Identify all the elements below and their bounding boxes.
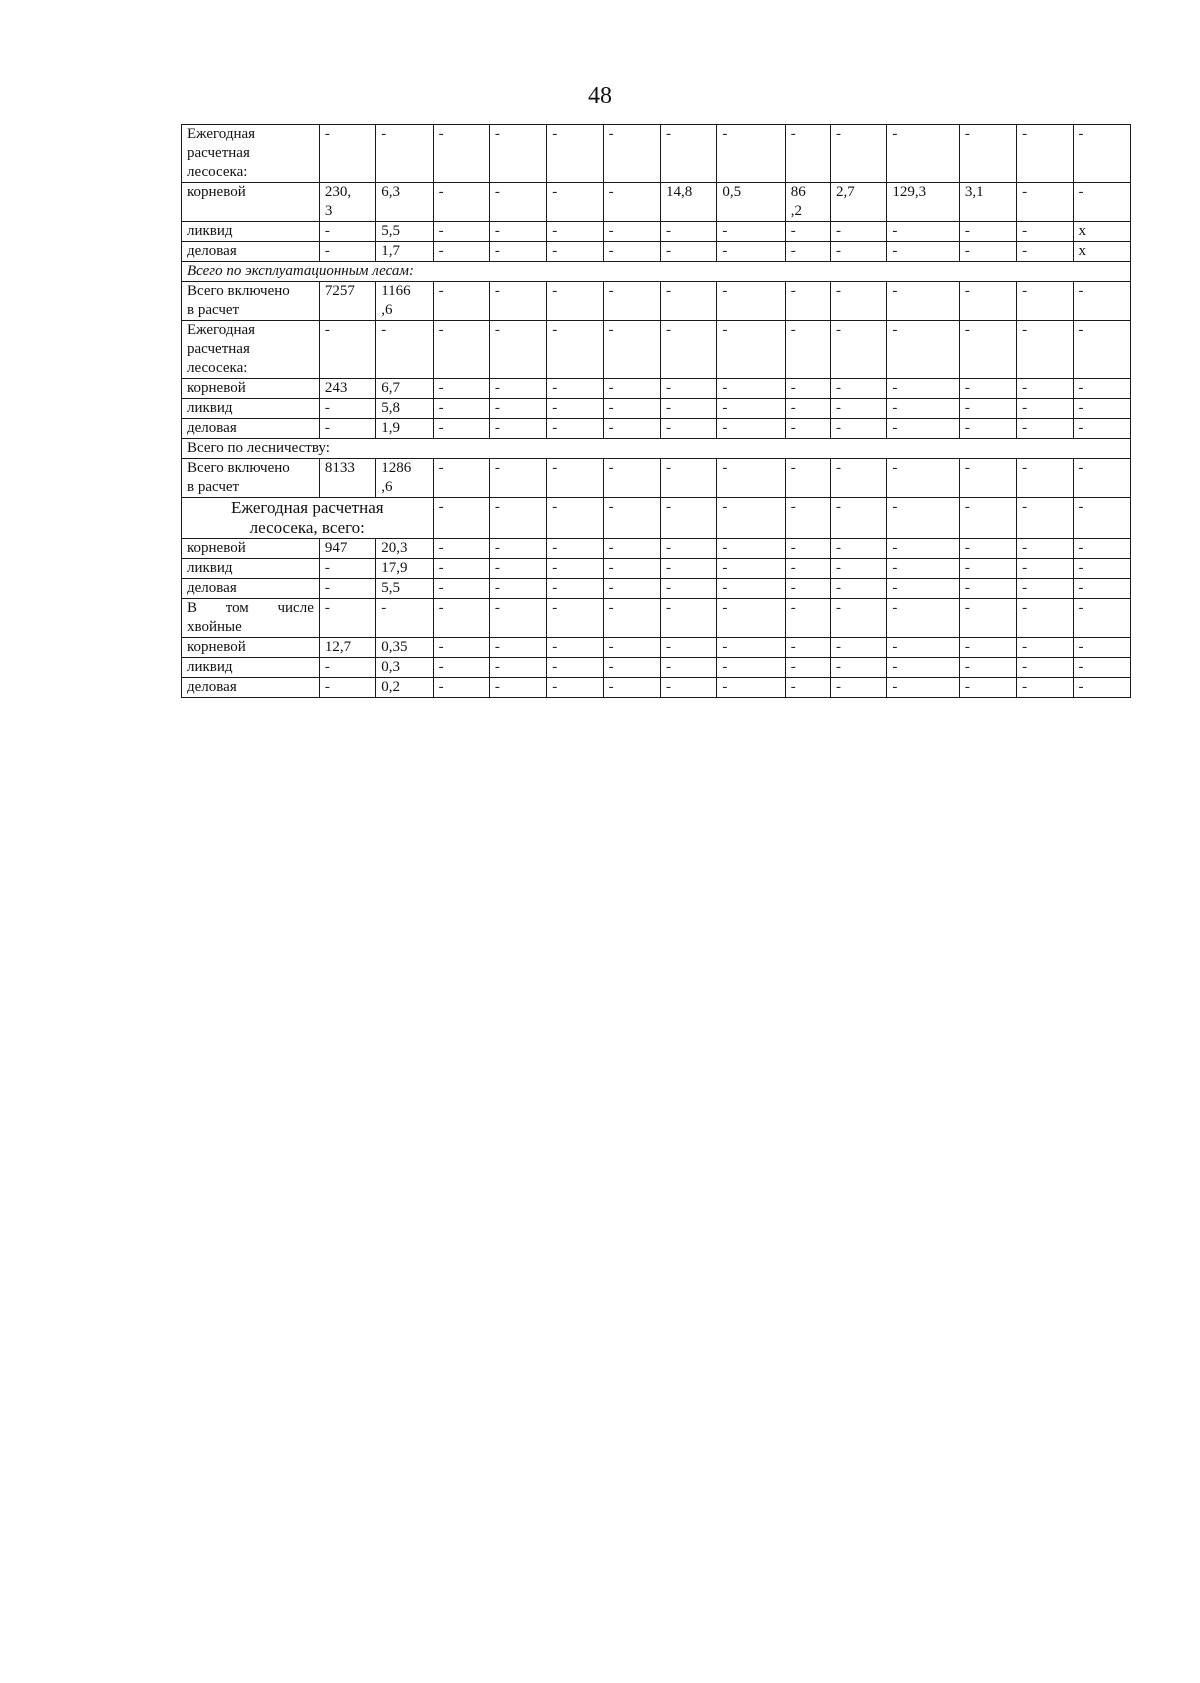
table-cell: 3,1 — [959, 183, 1016, 222]
table-cell: - — [547, 539, 603, 559]
table-cell: - — [433, 658, 489, 678]
page-number: 48 — [588, 83, 612, 109]
table-cell: - — [433, 419, 489, 439]
table-cell: 1,7 — [376, 242, 433, 262]
table-cell: - — [433, 222, 489, 242]
table-cell: 243 — [319, 379, 375, 399]
table-row — [182, 658, 1131, 678]
table-cell: - — [547, 379, 603, 399]
table-cell: - — [1073, 559, 1130, 579]
table-cell: - — [785, 419, 830, 439]
table-cell: - — [489, 242, 546, 262]
table-cell: - — [959, 559, 1016, 579]
table-cell: - — [603, 379, 660, 399]
table-cell: - — [887, 321, 959, 379]
table-cell: - — [433, 539, 489, 559]
table-cell: - — [959, 282, 1016, 321]
row-label: деловая — [182, 242, 320, 262]
table-cell: - — [1017, 379, 1073, 399]
table-cell: - — [489, 183, 546, 222]
table-row — [182, 399, 1131, 419]
row-label: ликвид — [182, 559, 320, 579]
section-row — [182, 439, 1131, 459]
table-cell: - — [785, 399, 830, 419]
table-cell: - — [660, 222, 716, 242]
table-cell: - — [785, 125, 830, 183]
table-cell: - — [489, 658, 546, 678]
table-cell: - — [489, 498, 546, 539]
table-row — [182, 539, 1131, 559]
table-cell: - — [1017, 579, 1073, 599]
merged-row-label: Ежегодная расчетная лесосека, всего: — [182, 498, 434, 539]
table-cell: - — [603, 498, 660, 539]
table-cell: - — [831, 658, 887, 678]
table-cell: - — [785, 321, 830, 379]
table-cell: - — [433, 125, 489, 183]
table-cell: - — [959, 498, 1016, 539]
table-cell: - — [489, 282, 546, 321]
table-cell: - — [887, 678, 959, 698]
table-cell: 86 ,2 — [785, 183, 830, 222]
table-cell: - — [660, 599, 716, 638]
table-cell: х — [1073, 222, 1130, 242]
table-cell: - — [959, 125, 1016, 183]
table-cell: - — [547, 183, 603, 222]
table-cell: - — [660, 539, 716, 559]
table-cell: - — [660, 638, 716, 658]
table-cell: - — [603, 321, 660, 379]
row-label: ликвид — [182, 222, 320, 242]
table-cell: - — [785, 498, 830, 539]
table-cell: - — [1073, 498, 1130, 539]
table-cell: - — [717, 539, 785, 559]
table-cell: - — [319, 559, 375, 579]
table-cell: - — [887, 459, 959, 498]
table-cell: - — [717, 242, 785, 262]
table-cell: - — [433, 379, 489, 399]
table-cell: - — [959, 658, 1016, 678]
row-label: корневой — [182, 183, 320, 222]
table-cell: - — [785, 579, 830, 599]
row-label: ликвид — [182, 658, 320, 678]
table-cell: - — [785, 559, 830, 579]
table-cell: - — [547, 282, 603, 321]
table-cell: - — [433, 399, 489, 419]
table-cell: - — [603, 125, 660, 183]
table-cell: - — [489, 559, 546, 579]
table-cell: - — [1073, 321, 1130, 379]
table-row — [182, 678, 1131, 698]
row-label: ликвид — [182, 399, 320, 419]
table-cell: 1286 ,6 — [376, 459, 433, 498]
table-cell: - — [1017, 459, 1073, 498]
table-cell: - — [1073, 183, 1130, 222]
table-cell: - — [547, 399, 603, 419]
table-row — [182, 242, 1131, 262]
table-cell: - — [1017, 242, 1073, 262]
table-cell: - — [603, 638, 660, 658]
table-cell: - — [489, 399, 546, 419]
table-cell: - — [717, 638, 785, 658]
table-cell: - — [959, 459, 1016, 498]
table-cell: - — [433, 282, 489, 321]
table-cell: 5,5 — [376, 222, 433, 242]
table-cell: - — [433, 183, 489, 222]
table-cell: - — [959, 599, 1016, 638]
table-cell: - — [717, 321, 785, 379]
row-label: Ежегодная расчетная лесосека: — [182, 321, 320, 379]
table-cell: - — [785, 678, 830, 698]
table-cell: - — [433, 579, 489, 599]
table-cell: - — [887, 498, 959, 539]
table-cell: 12,7 — [319, 638, 375, 658]
table-cell: - — [831, 678, 887, 698]
table-cell: - — [831, 599, 887, 638]
table-cell: - — [831, 379, 887, 399]
row-label: деловая — [182, 419, 320, 439]
table-cell: - — [603, 399, 660, 419]
row-label: корневой — [182, 638, 320, 658]
table-cell: - — [887, 399, 959, 419]
table-cell: - — [660, 125, 716, 183]
table-row — [182, 183, 1131, 222]
table-cell: - — [831, 321, 887, 379]
table-row — [182, 222, 1131, 242]
table-cell: - — [603, 282, 660, 321]
table-cell: - — [785, 282, 830, 321]
table-row — [182, 125, 1131, 183]
table-cell: - — [1073, 539, 1130, 559]
table-cell: - — [660, 559, 716, 579]
table-cell: - — [547, 559, 603, 579]
table-cell: - — [489, 678, 546, 698]
table-cell: - — [887, 658, 959, 678]
table-cell: - — [785, 459, 830, 498]
table-cell: - — [717, 658, 785, 678]
allowable-cut-table — [181, 124, 1131, 698]
table-cell: - — [1017, 321, 1073, 379]
table-cell: - — [547, 658, 603, 678]
table-cell: 5,5 — [376, 579, 433, 599]
table-cell: - — [489, 419, 546, 439]
table-cell: - — [831, 638, 887, 658]
table-cell: - — [433, 638, 489, 658]
table-row — [182, 419, 1131, 439]
table-cell: - — [959, 222, 1016, 242]
table-cell: - — [1073, 419, 1130, 439]
section-title: Всего по эксплуатационным лесам: — [182, 262, 1131, 282]
table-cell: - — [660, 678, 716, 698]
table-cell: - — [1017, 282, 1073, 321]
table-cell: - — [489, 125, 546, 183]
table-cell: - — [717, 498, 785, 539]
table-cell: - — [717, 379, 785, 399]
table-cell: - — [717, 419, 785, 439]
table-row — [182, 459, 1131, 498]
table-cell: - — [1017, 399, 1073, 419]
table-cell: - — [887, 638, 959, 658]
table-cell: - — [831, 282, 887, 321]
table-cell: - — [603, 678, 660, 698]
table-cell: 0,3 — [376, 658, 433, 678]
table-row — [182, 379, 1131, 399]
table-cell: - — [887, 125, 959, 183]
table-cell: - — [1073, 125, 1130, 183]
table-cell: 0,5 — [717, 183, 785, 222]
table-row — [182, 559, 1131, 579]
table-cell: - — [603, 183, 660, 222]
table-cell: - — [660, 399, 716, 419]
table-cell: - — [319, 125, 375, 183]
table-cell: - — [785, 658, 830, 678]
table-cell: - — [603, 658, 660, 678]
table-cell: - — [1017, 419, 1073, 439]
table-cell: - — [433, 242, 489, 262]
row-label: Всего включено в расчет — [182, 459, 320, 498]
table-cell: - — [831, 559, 887, 579]
table-cell: - — [433, 678, 489, 698]
table-cell: 17,9 — [376, 559, 433, 579]
table-cell: - — [660, 498, 716, 539]
table-cell: - — [831, 399, 887, 419]
table-cell: - — [1017, 539, 1073, 559]
table-cell: - — [660, 579, 716, 599]
table-cell: - — [489, 638, 546, 658]
table-cell: - — [489, 539, 546, 559]
table-cell: - — [831, 419, 887, 439]
row-label: корневой — [182, 539, 320, 559]
table-cell: - — [887, 222, 959, 242]
table-cell: - — [1073, 399, 1130, 419]
table-cell: - — [603, 222, 660, 242]
table-cell: - — [785, 599, 830, 638]
table-cell: - — [959, 399, 1016, 419]
table-cell: - — [319, 222, 375, 242]
table-cell: 5,8 — [376, 399, 433, 419]
table-cell: - — [1017, 125, 1073, 183]
table-cell: х — [1073, 242, 1130, 262]
table-cell: - — [603, 559, 660, 579]
table-cell: - — [1073, 599, 1130, 638]
table-cell: - — [717, 559, 785, 579]
table-cell: - — [319, 678, 375, 698]
table-cell: - — [1017, 658, 1073, 678]
table-cell: - — [547, 321, 603, 379]
table-cell: - — [959, 678, 1016, 698]
table-cell: - — [547, 242, 603, 262]
table-cell: - — [660, 379, 716, 399]
table-cell: - — [717, 125, 785, 183]
table-cell: - — [831, 242, 887, 262]
table-cell: - — [603, 539, 660, 559]
table-cell: - — [433, 599, 489, 638]
table-cell: - — [717, 222, 785, 242]
section-row — [182, 262, 1131, 282]
table-cell: - — [959, 379, 1016, 399]
table-cell: - — [831, 125, 887, 183]
table-cell: - — [785, 242, 830, 262]
table-cell: - — [660, 459, 716, 498]
table-cell: - — [1017, 222, 1073, 242]
table-cell: - — [660, 282, 716, 321]
table-cell: - — [887, 242, 959, 262]
table-cell: - — [887, 419, 959, 439]
row-label: корневой — [182, 379, 320, 399]
table-cell: - — [489, 321, 546, 379]
table-cell: - — [603, 459, 660, 498]
table-cell: 230, 3 — [319, 183, 375, 222]
table-cell: - — [319, 599, 375, 638]
row-label: деловая — [182, 579, 320, 599]
table-cell: - — [831, 459, 887, 498]
table-cell: - — [717, 678, 785, 698]
table-cell: 6,3 — [376, 183, 433, 222]
table-cell: - — [887, 599, 959, 638]
table-row — [182, 282, 1131, 321]
table-cell: - — [1073, 638, 1130, 658]
table-cell: - — [319, 399, 375, 419]
table-cell: - — [547, 678, 603, 698]
table-cell: - — [660, 242, 716, 262]
table-cell: 0,35 — [376, 638, 433, 658]
table-cell: - — [717, 459, 785, 498]
table-cell: - — [603, 419, 660, 439]
table-cell: - — [1017, 599, 1073, 638]
table-cell: - — [887, 379, 959, 399]
table-cell: - — [785, 379, 830, 399]
table-cell: 20,3 — [376, 539, 433, 559]
table-cell: - — [1073, 678, 1130, 698]
table-row — [182, 599, 1131, 638]
table-cell: - — [433, 498, 489, 539]
table-cell: - — [547, 222, 603, 242]
table-cell: 8133 — [319, 459, 375, 498]
table-cell: - — [1073, 379, 1130, 399]
table-cell: - — [603, 599, 660, 638]
table-cell: - — [959, 242, 1016, 262]
table-cell: 1166 ,6 — [376, 282, 433, 321]
table-cell: - — [887, 282, 959, 321]
table-cell: - — [1073, 579, 1130, 599]
table-cell: 129,3 — [887, 183, 959, 222]
table-cell: - — [831, 498, 887, 539]
table-cell: - — [319, 242, 375, 262]
table-cell: 14,8 — [660, 183, 716, 222]
table-cell: - — [489, 222, 546, 242]
table-cell: - — [887, 579, 959, 599]
table-cell: - — [433, 459, 489, 498]
table-cell: - — [547, 579, 603, 599]
table-cell: - — [1017, 638, 1073, 658]
table-cell: - — [785, 222, 830, 242]
table-cell: - — [547, 419, 603, 439]
table-cell: - — [887, 559, 959, 579]
table-cell: - — [489, 379, 546, 399]
table-cell: - — [785, 539, 830, 559]
table-cell: - — [831, 222, 887, 242]
table-cell: - — [959, 539, 1016, 559]
table-cell: 947 — [319, 539, 375, 559]
table-cell: - — [717, 579, 785, 599]
table-cell: - — [319, 321, 375, 379]
table-cell: - — [660, 321, 716, 379]
table-cell: - — [547, 125, 603, 183]
row-label: В том числе хвойные — [182, 599, 320, 638]
table-row — [182, 498, 1131, 539]
table-cell: - — [319, 579, 375, 599]
table-cell: - — [603, 579, 660, 599]
table-cell: - — [376, 321, 433, 379]
table-cell: 2,7 — [831, 183, 887, 222]
table-cell: - — [887, 539, 959, 559]
table-body — [182, 125, 1131, 698]
row-label: Всего включено в расчет — [182, 282, 320, 321]
table-cell: - — [1073, 282, 1130, 321]
table-cell: - — [831, 579, 887, 599]
table-cell: 0,2 — [376, 678, 433, 698]
table-cell: - — [959, 579, 1016, 599]
table-cell: - — [489, 599, 546, 638]
table-cell: - — [660, 658, 716, 678]
table-cell: 7257 — [319, 282, 375, 321]
table-cell: - — [376, 125, 433, 183]
table-cell: - — [717, 282, 785, 321]
table-row — [182, 638, 1131, 658]
table-cell: - — [717, 599, 785, 638]
table-cell: - — [433, 559, 489, 579]
table-cell: - — [376, 599, 433, 638]
row-label: Ежегодная расчетная лесосека: — [182, 125, 320, 183]
table-row — [182, 579, 1131, 599]
table-cell: - — [959, 638, 1016, 658]
table-cell: 6,7 — [376, 379, 433, 399]
table-cell: - — [547, 599, 603, 638]
table-cell: - — [319, 419, 375, 439]
table-cell: - — [959, 419, 1016, 439]
table-cell: - — [319, 658, 375, 678]
table-cell: 1,9 — [376, 419, 433, 439]
table-cell: - — [1073, 658, 1130, 678]
table-cell: - — [959, 321, 1016, 379]
table-cell: - — [785, 638, 830, 658]
table-cell: - — [1017, 559, 1073, 579]
table-cell: - — [433, 321, 489, 379]
table-row — [182, 321, 1131, 379]
table-cell: - — [489, 459, 546, 498]
row-label: деловая — [182, 678, 320, 698]
table-cell: - — [603, 242, 660, 262]
table-cell: - — [1073, 459, 1130, 498]
table-cell: - — [717, 399, 785, 419]
section-title: Всего по лесничеству: — [182, 439, 1131, 459]
table-cell: - — [831, 539, 887, 559]
table-cell: - — [660, 419, 716, 439]
table-cell: - — [489, 579, 546, 599]
table-cell: - — [547, 498, 603, 539]
table-cell: - — [1017, 678, 1073, 698]
table-cell: - — [1017, 183, 1073, 222]
table-cell: - — [547, 638, 603, 658]
table-cell: - — [547, 459, 603, 498]
table-cell: - — [1017, 498, 1073, 539]
